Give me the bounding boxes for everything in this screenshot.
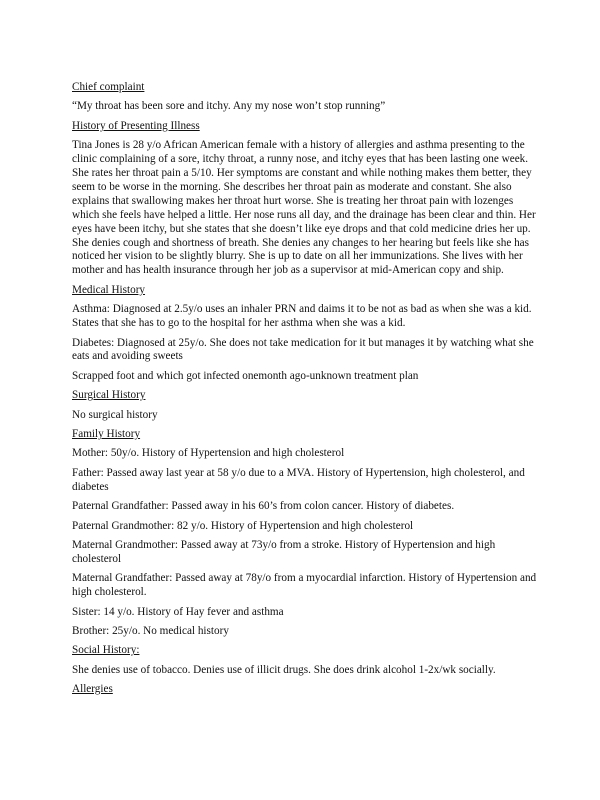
medical-history-foot: Scrapped foot and which got infected onemonth ago-unknown treatment plan — [72, 369, 419, 382]
chief-complaint-text: “My throat has been sore and itchy. Any my nose won’t stop running” — [72, 100, 386, 113]
family-history-father: Father: Passed away last year at 58 y/o due to a MVA. History of Hypertension, high cholesterol, and diabetes — [72, 466, 525, 493]
surgical-history-heading: Surgical History — [72, 389, 146, 402]
family-history-maternal-grandfather: Maternal Grandfather: Passed away at 78y/o from a myocardial infarction. History of Hypertension and high cholesterol. — [72, 572, 537, 599]
family-history-heading: Family History — [72, 428, 141, 441]
family-history-sister: Sister: 14 y/o. History of Hay fever and asthma — [72, 605, 284, 618]
medical-history-asthma: Asthma: Diagnosed at 2.5y/o uses an inhaler PRN and daims it to be not as bad as when she was a kid. States that she has to go to the hospital for her asthma when she was a kid. — [72, 303, 532, 330]
medical-history-heading: Medical History — [72, 283, 146, 296]
document-page — [72, 81, 537, 703]
surgical-history-text: No surgical history — [72, 408, 158, 421]
hpi-text: Tina Jones is 28 y/o African American female with a history of allergies and asthma presenting to the clinic complaining of a sore, itchy throat, a runny nose, and itchy eyes that has been lasting one week. She rates her throat pain a 5/10. Her symptoms are constant and while nothing makes them better, they seem to be worse in the morning. She describes her throat pain as moderate and constant. She also explains that swallowing makes her throat hurt worse. She is treating her throat pain with lozenges which she feels have helped a little. Her nose runs all day, and the drainage has been clear and thin. Her eyes have been itchy, but she states that she doesn’t like eye drops and that cold medicine dries her up. She denies cough and shortness of breath. She denies any changes to her hearing but feels like she has noticed her vision to be slightly blurry. She is up to date on all her immunizations. She lives with her mother and has health insurance through her job as a supervisor at mid-American copy and ship. — [72, 139, 536, 277]
family-history-maternal-grandmother: Maternal Grandmother: Passed away at 73y/o from a stroke. History of Hypertension and high cholesterol — [72, 538, 496, 565]
family-history-paternal-grandfather: Paternal Grandfather: Passed away in his 60’s from colon cancer. History of diabetes. — [72, 500, 455, 513]
family-history-brother: Brother: 25y/o. No medical history — [72, 625, 229, 637]
family-history-mother: Mother: 50y/o. History of Hypertension and high cholesterol — [72, 447, 345, 460]
family-history-paternal-grandmother: Paternal Grandmother: 82 y/o. History of Hypertension and high cholesterol — [72, 519, 414, 532]
hpi-heading: History of Presenting Illness — [72, 119, 200, 132]
allergies-heading: Allergies — [72, 683, 113, 696]
chief-complaint-heading: Chief complaint — [72, 81, 145, 93]
social-history-heading: Social History: — [72, 644, 140, 657]
social-history-text: She denies use of tobacco. Denies use of illicit drugs. She does drink alcohol 1-2x/wk socially. — [72, 663, 496, 676]
medical-history-diabetes: Diabetes: Diagnosed at 25y/o. She does not take medication for it but manages it by watching what she eats and avoiding sweets — [72, 336, 534, 363]
